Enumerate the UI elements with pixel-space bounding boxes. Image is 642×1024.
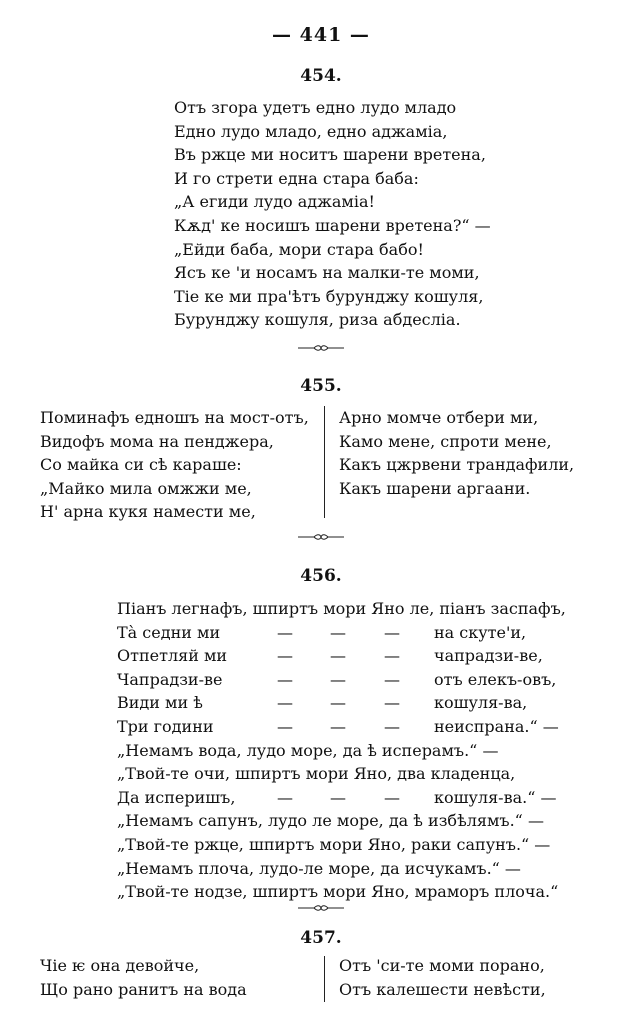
poem-456-body — [117, 597, 566, 904]
poem-number-456: 456. — [300, 566, 342, 586]
verse-text: „Немамъ вода, лудо море, да ѣ исперамъ.“ — — [117, 740, 499, 760]
ditto-dash: — — [277, 693, 293, 713]
verse-text: Три години — [117, 716, 214, 736]
verse-line: Чiе ѥ она девойче, — [40, 956, 200, 975]
verse-text: Тà седни ми — [117, 622, 221, 642]
verse-text: „Немамъ плоча, лудо-ле море, да исчукамъ.“ — — [117, 858, 521, 878]
ditto-dash: — — [277, 646, 293, 666]
verse-text: кошуля-ва.“ — — [434, 787, 557, 807]
poem-455-left-column — [40, 406, 309, 524]
ditto-dash: — — [384, 787, 400, 807]
verse-line: Що рано ранитъ на вода — [40, 979, 247, 999]
verse-line — [117, 621, 566, 645]
poem-number-457: 457. — [300, 928, 342, 948]
verse-line: „Ейди баба, мори стара бабо! — [174, 239, 424, 259]
ornament-divider — [296, 905, 346, 911]
verse-text: на скуте'и, — [434, 622, 527, 642]
verse-line — [117, 857, 566, 881]
verse-line: Тiе ке ми пра'ѣтъ бурунджу кошуля, — [174, 286, 484, 306]
verse-line — [117, 739, 566, 763]
poem-number-454: 454. — [300, 66, 342, 86]
verse-line: Въ ржце ми носитъ шарени вретена, — [174, 145, 486, 165]
verse-line: И го стрети една стара баба: — [174, 168, 419, 188]
verse-text: „Твой-те нодзе, шпиртъ мори Яно, мраморъ плоча.“ — [117, 882, 559, 902]
ditto-dash: — — [330, 693, 346, 713]
ornament-divider — [296, 534, 346, 540]
ditto-dash: — — [277, 716, 293, 736]
verse-line: Арно момче отбери ми, — [339, 408, 539, 427]
ditto-dash: — — [384, 622, 400, 642]
verse-text: чапрадзи-ве, — [434, 646, 543, 666]
verse-line: „А егиди лудо аджамiа! — [174, 192, 375, 212]
ditto-dash: — — [277, 787, 293, 807]
verse-line: Видофъ мома на пенджера, — [40, 431, 274, 451]
verse-line: Кѫд' ке носишъ шарени вретена?“ — — [174, 215, 491, 235]
verse-line — [117, 880, 566, 904]
verse-line — [117, 597, 566, 621]
verse-line — [117, 762, 566, 786]
poem-454-body — [174, 96, 491, 332]
verse-line — [117, 809, 566, 833]
verse-line: Какъ шарени аргаани. — [339, 478, 531, 498]
verse-line: Бурунджу кошуля, риза абдеслiа. — [174, 310, 461, 330]
verse-text: Да исперишъ, — [117, 787, 236, 807]
verse-line: Отъ 'си-те моми порано, — [339, 956, 545, 975]
verse-line: Н' арна кукя намести ме, — [40, 502, 256, 522]
verse-line — [117, 786, 566, 810]
ditto-dash: — — [330, 646, 346, 666]
poem-number-455: 455. — [300, 376, 342, 396]
verse-text: Пiанъ легнафъ, шпиртъ мори Яно ле, пiанъ заспафъ, — [117, 599, 566, 618]
ditto-dash: — — [384, 646, 400, 666]
verse-text: Отпетляй ми — [117, 646, 228, 666]
ditto-dash: — — [330, 669, 346, 689]
verse-line: Отъ згора удетъ едно лудо младо — [174, 98, 457, 117]
verse-line: Едно лудо младо, едно аджамiа, — [174, 121, 448, 141]
ditto-dash: — — [384, 669, 400, 689]
poem-457-left-column — [40, 954, 247, 1001]
verse-text: „Немамъ сапунъ, лудо ле море, да ѣ избѣлямъ.“ — — [117, 811, 544, 831]
ditto-dash: — — [384, 716, 400, 736]
verse-line: Со майка си сѣ караше: — [40, 455, 242, 475]
verse-line: Поминафъ едношъ на мост-отъ, — [40, 408, 309, 427]
ditto-dash: — — [277, 669, 293, 689]
ditto-dash: — — [330, 787, 346, 807]
page-number: — 441 — — [272, 24, 370, 46]
verse-text: кошуля-ва, — [434, 693, 528, 713]
verse-text: неиспрана.“ — — [434, 716, 559, 736]
poem-455-right-column — [339, 406, 574, 500]
verse-text: Чапрадзи-ве — [117, 669, 223, 689]
verse-line — [117, 833, 566, 857]
verse-line: Камо мене, спроти мене, — [339, 431, 552, 451]
column-divider — [324, 406, 325, 518]
verse-line: Отъ калешести невѣсти, — [339, 979, 546, 999]
verse-text: „Твой-те ржце, шпиртъ мори Яно, раки сапунъ.“ — — [117, 834, 551, 854]
column-divider — [324, 956, 325, 1002]
ornament-divider — [296, 345, 346, 351]
ditto-dash: — — [330, 622, 346, 642]
verse-line — [117, 691, 566, 715]
verse-line: Ясъ ке 'и носамъ на малки-те моми, — [174, 263, 480, 283]
verse-line — [117, 668, 566, 692]
ditto-dash: — — [277, 622, 293, 642]
verse-text: отъ елекъ-овъ, — [434, 669, 557, 689]
poem-457-right-column — [339, 954, 546, 1001]
ditto-dash: — — [384, 693, 400, 713]
verse-text: Види ми ѣ — [117, 693, 203, 713]
ditto-dash: — — [330, 716, 346, 736]
verse-text: „Твой-те очи, шпиртъ мори Яно, два кладенца, — [117, 764, 516, 784]
verse-line: Какъ цжрвени трандафили, — [339, 455, 575, 475]
verse-line: „Майко мила омжжи ме, — [40, 478, 252, 498]
verse-line — [117, 715, 566, 739]
verse-line — [117, 644, 566, 668]
